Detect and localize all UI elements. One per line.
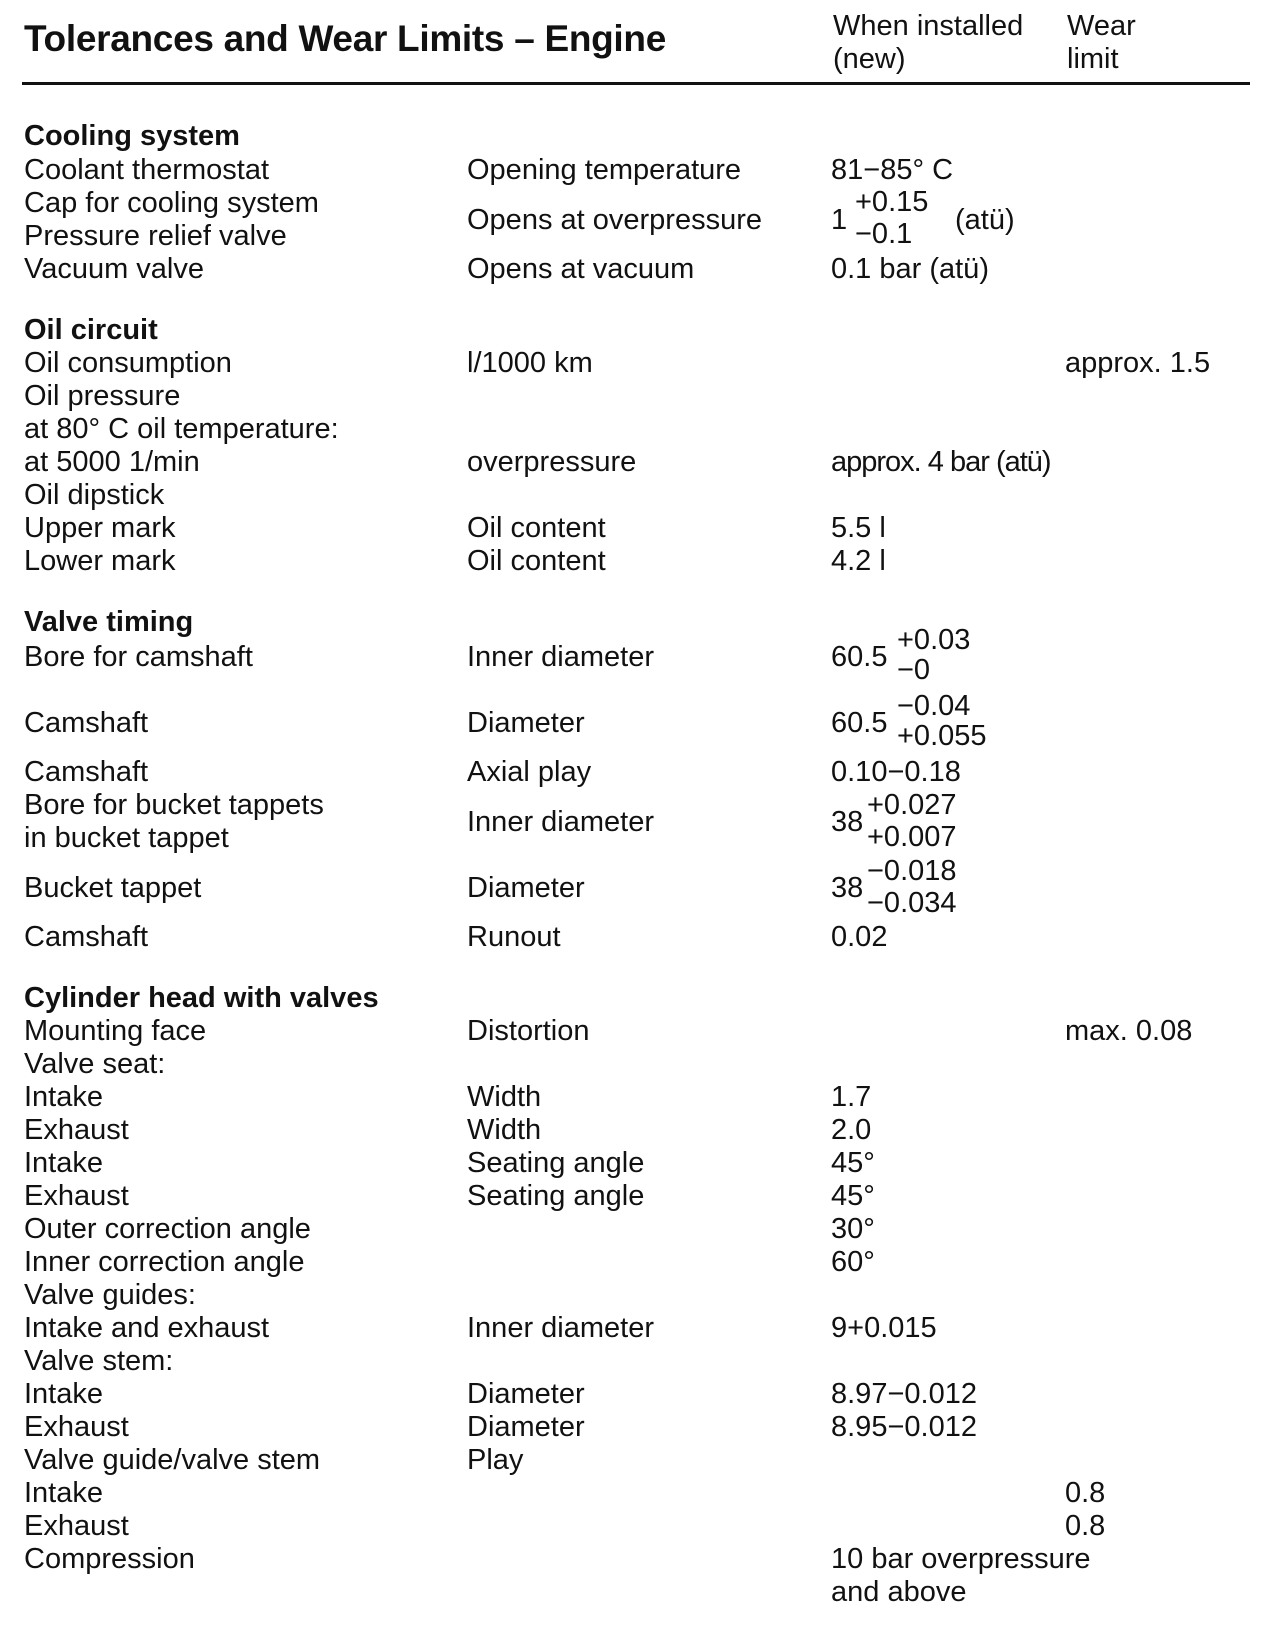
item-label: Oil pressure — [24, 380, 181, 412]
item-label: Camshaft — [24, 707, 149, 739]
item-label: Outer correction angle — [24, 1213, 311, 1245]
item-label: Oil consumption — [24, 347, 232, 379]
item-label: Upper mark — [24, 512, 176, 544]
installed-value: approx. 4 bar (atü) — [831, 446, 1051, 478]
installed-value: 81−85° C — [831, 154, 954, 186]
item-label: Coolant thermostat — [24, 154, 270, 186]
parameter-label: Inner diameter — [467, 641, 654, 673]
item-label: Intake and exhaust — [24, 1312, 270, 1344]
installed-value: and above — [831, 1576, 967, 1608]
parameter-label: Inner diameter — [467, 806, 654, 838]
tolerance-value: 38 −0.018 −0.034 — [831, 855, 957, 919]
installed-value: 8.95−0.012 — [831, 1411, 977, 1443]
item-label: Valve stem: — [24, 1345, 174, 1377]
parameter-label: Axial play — [467, 756, 592, 788]
item-label: in bucket tappet — [24, 822, 229, 854]
section-heading-cylinder-head: Cylinder head with valves — [24, 982, 379, 1014]
item-label: Vacuum valve — [24, 253, 204, 285]
item-label: Bucket tappet — [24, 872, 202, 904]
installed-value: 0.10−0.18 — [831, 756, 961, 788]
installed-value: 45° — [831, 1147, 875, 1179]
parameter-label: Diameter — [467, 707, 585, 739]
parameter-label: Oil content — [467, 512, 606, 544]
installed-value: 4.2 l — [831, 545, 886, 577]
item-label: Intake — [24, 1147, 103, 1179]
installed-value: 0.1 bar (atü) — [831, 253, 989, 285]
item-label: Exhaust — [24, 1180, 129, 1212]
wear-limit-value: 0.8 — [1065, 1477, 1106, 1509]
wear-limit-value: approx. 1.5 — [1065, 347, 1211, 379]
wear-limit-value: max. 0.08 — [1065, 1015, 1193, 1047]
installed-value: 1.7 — [831, 1081, 872, 1113]
item-label: Oil dipstick — [24, 479, 165, 511]
item-label: Valve guide/valve stem — [24, 1444, 321, 1476]
installed-value: 9+0.015 — [831, 1312, 937, 1344]
parameter-label: Distortion — [467, 1015, 590, 1047]
item-label: Intake — [24, 1081, 103, 1113]
item-label: Valve guides: — [24, 1279, 196, 1311]
section-heading-valve-timing: Valve timing — [24, 606, 194, 638]
installed-value: 8.97−0.012 — [831, 1378, 977, 1410]
item-label: Valve seat: — [24, 1048, 166, 1080]
parameter-label: Oil content — [467, 545, 606, 577]
tolerance-value: 60.5 +0.03 −0 — [831, 624, 971, 686]
item-label: Bore for camshaft — [24, 641, 253, 673]
installed-value: 10 bar overpressure — [831, 1543, 1091, 1575]
parameter-label: Opens at overpressure — [467, 204, 762, 236]
item-label: Exhaust — [24, 1114, 129, 1146]
item-label: Inner correction angle — [24, 1246, 305, 1278]
item-label: at 80° C oil temperature: — [24, 413, 339, 445]
item-label: Lower mark — [24, 545, 176, 577]
wear-limit-value: 0.8 — [1065, 1510, 1106, 1542]
parameter-label: Width — [467, 1114, 542, 1146]
parameter-label: Width — [467, 1081, 542, 1113]
header-rule — [22, 82, 1250, 85]
parameter-label: Play — [467, 1444, 524, 1476]
page-title: Tolerances and Wear Limits – Engine — [24, 18, 666, 59]
parameter-label: Seating angle — [467, 1180, 645, 1212]
parameter-label: Opens at vacuum — [467, 253, 695, 285]
installed-value: 2.0 — [831, 1114, 872, 1146]
installed-value: 60° — [831, 1246, 875, 1278]
item-label: Bore for bucket tappets — [24, 789, 324, 821]
installed-value: 5.5 l — [831, 512, 886, 544]
installed-value: 0.02 — [831, 921, 888, 953]
tolerance-value: 38 +0.027 +0.007 — [831, 789, 957, 853]
item-label: Pressure relief valve — [24, 220, 287, 252]
section-heading-cooling: Cooling system — [24, 120, 240, 152]
installed-value: 30° — [831, 1213, 875, 1245]
item-label: Intake — [24, 1477, 103, 1509]
parameter-label: Opening temperature — [467, 154, 742, 186]
item-label: Camshaft — [24, 921, 149, 953]
parameter-label: l/1000 km — [467, 347, 593, 379]
column-header-installed: When installed (new) — [833, 10, 1024, 75]
installed-value: 45° — [831, 1180, 875, 1212]
tolerance-value: 1 +0.15 −0.1 (atü) — [831, 186, 1015, 250]
parameter-label: overpressure — [467, 446, 637, 478]
item-label: Compression — [24, 1543, 195, 1575]
item-label: Intake — [24, 1378, 103, 1410]
item-label: Exhaust — [24, 1411, 129, 1443]
parameter-label: Diameter — [467, 872, 585, 904]
item-label: Mounting face — [24, 1015, 207, 1047]
parameter-label: Runout — [467, 921, 561, 953]
column-header-wear-limit: Wear limit — [1067, 10, 1136, 75]
tolerance-value: 60.5 −0.04 +0.055 — [831, 690, 987, 752]
item-label: at 5000 1/min — [24, 446, 200, 478]
parameter-label: Diameter — [467, 1378, 585, 1410]
item-label: Cap for cooling system — [24, 187, 319, 219]
parameter-label: Seating angle — [467, 1147, 645, 1179]
item-label: Camshaft — [24, 756, 149, 788]
parameter-label: Inner diameter — [467, 1312, 654, 1344]
item-label: Exhaust — [24, 1510, 129, 1542]
parameter-label: Diameter — [467, 1411, 585, 1443]
section-heading-oil: Oil circuit — [24, 314, 158, 346]
